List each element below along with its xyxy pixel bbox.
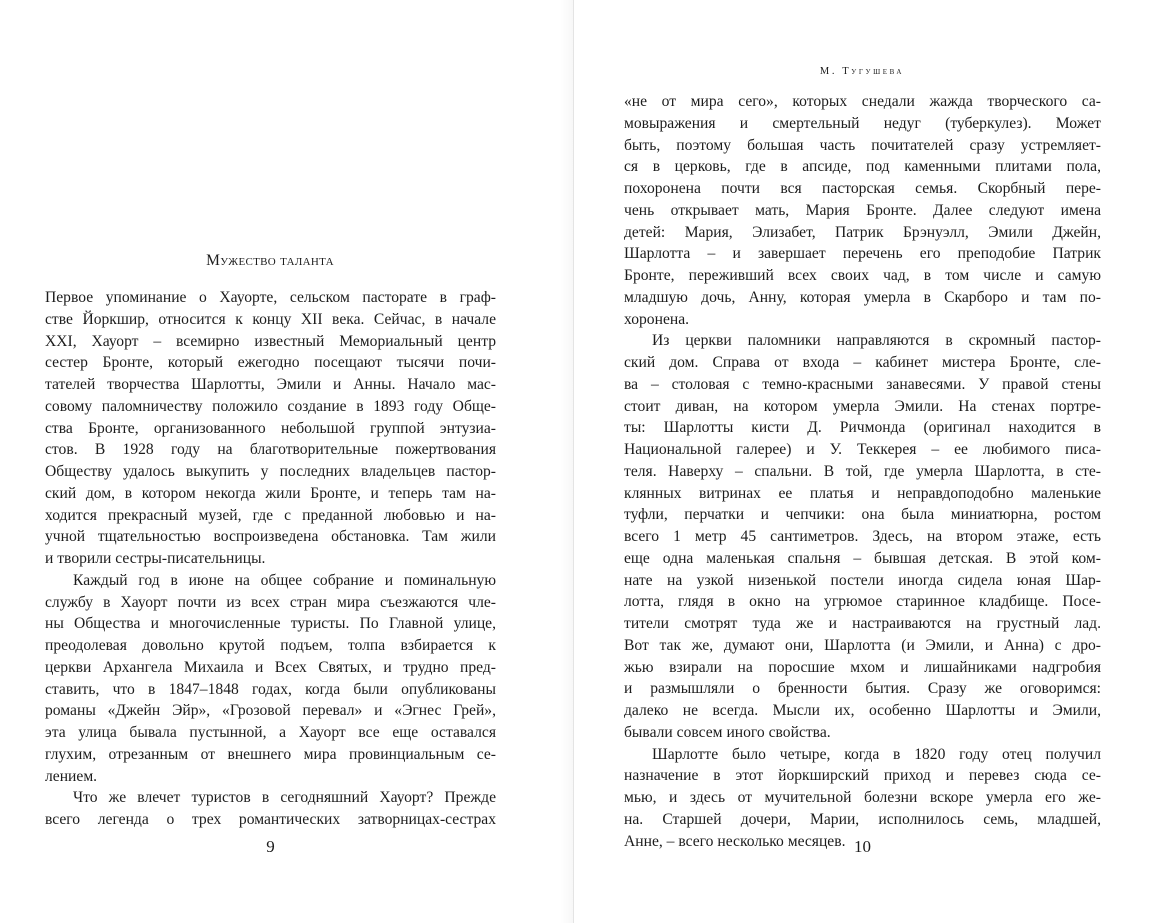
- text-line: ставить, что в 1847–1848 годах, когда были опубликованы: [45, 680, 496, 698]
- text-line: преодолевая довольно крутой подъем, толпа взбирается к: [45, 637, 496, 654]
- text-line: совому паломничеству положило создание в 1893 году Обще-: [45, 397, 496, 415]
- text-line: нате на узкой низенькой постели иногда сидела юная Шар-: [624, 571, 1101, 589]
- text-line: ты: Шарлотты кисти Д. Ричмонда (оригинал находится в: [624, 419, 1101, 437]
- text-line: стов. В 1928 году на благотворительные пожертвования: [45, 441, 496, 459]
- body-text: [624, 91, 1101, 852]
- text-line: теля. Наверху – спальни. В той, где умерла Шарлотта, в сте-: [624, 462, 1101, 480]
- text-line: Первое упоминание о Хауорте, сельском пасторате в граф-: [45, 289, 496, 306]
- text-line: эта улица бывала пустынной, а Хауорт все еще оставался: [45, 724, 496, 741]
- text-line: Каждый год в июне на общее собрание и поминальную: [73, 571, 496, 589]
- text-line: Вот так же, думают они, Шарлотта (и Эмили, и Анна) с дро-: [624, 636, 1101, 654]
- text-line: Шарлотта – и завершает перечень его преподобие Патрик: [624, 245, 1101, 263]
- paragraph: [624, 91, 1101, 330]
- running-head: М. Тугушева: [819, 66, 905, 77]
- text-line: Из церкви паломники направляются в скромный пастор-: [652, 332, 1101, 350]
- text-line: романы «Джейн Эйр», «Грозовой перевал» и «Эгнес Грей»,: [45, 702, 496, 720]
- text-line: ся в церковь, где в апсиде, под каменными плитами пола,: [624, 158, 1101, 176]
- text-line: ский дом. Справа от входа – кабинет мистера Бронте, сле-: [624, 354, 1101, 371]
- text-line: туфли, перчатки и чепчики: она была миниатюрна, ростом: [624, 506, 1101, 524]
- paragraph: [45, 787, 496, 831]
- text-line: ва – столовая с темно-красными занавесями. У правой стены: [624, 375, 1101, 393]
- text-line: быть, поэтому большая часть почитателей сразу устремляет-: [624, 136, 1101, 154]
- text-line: бывали совсем иного свойства.: [624, 723, 831, 741]
- text-line: стве Йоркшир, относится к концу XII века. Сейчас, в начале: [45, 310, 496, 328]
- text-line: Шарлотте было четыре, когда в 1820 году отец получил: [652, 745, 1101, 763]
- right-page: [574, 0, 1150, 923]
- text-line: далеко не всегда. Мысли их, особенно Шарлотты и Эмили,: [624, 702, 1101, 719]
- text-line: еще одна маленькая спальня – бывшая детская. В этой ком-: [624, 549, 1101, 567]
- text-line: мью, и здесь от мучительной болезни вскоре умерла его же-: [624, 789, 1101, 806]
- text-line: учной тщательностью воспроизведена обстановка. Там жили: [45, 528, 496, 546]
- text-line: жью взирали на поросшие мхом и лишайниками надгробия: [624, 658, 1101, 676]
- text-line: ский дом, в котором некогда жили Бронте, и теперь там на-: [45, 484, 496, 502]
- text-line: чень открывает мать, Мария Бронте. Далее следуют имена: [624, 201, 1101, 219]
- text-line: сестер Бронте, который ежегодно посещают тысячи почи-: [45, 354, 496, 372]
- chapter-title: Мужество таланта: [206, 252, 334, 269]
- page-number: 10: [854, 837, 871, 856]
- page-number: 9: [266, 837, 275, 856]
- text-line: стоит диван, на котором умерла Эмили. На стенах портре-: [624, 397, 1101, 415]
- text-line: ходится прекрасный музей, где с преданной любовью и на-: [45, 506, 496, 524]
- text-line: церкви Архангела Михаила и Всех Святых, и трудно пред-: [45, 658, 496, 676]
- text-line: всего 1 метр 45 сантиметров. Здесь, на втором этаже, есть: [624, 528, 1101, 545]
- text-line: лотта, глядя в окно на угрюмое старинное кладбище. Посе-: [624, 593, 1101, 611]
- body-text: [45, 287, 496, 831]
- text-line: Что же влечет туристов в сегодняшний Хауорт? Прежде: [73, 789, 496, 807]
- text-line: Национальной галерее) и У. Теккерея – ее любимого писа-: [624, 441, 1101, 458]
- text-line: младшую дочь, Анну, которая умерла в Скарборо и там по-: [624, 288, 1101, 306]
- text-line: XXI, Хауорт – всемирно известный Мемориальный центр: [45, 332, 496, 350]
- paragraph: [45, 570, 496, 788]
- text-line: глухим, отрезанным от внешнего мира провинциальным се-: [45, 745, 496, 763]
- text-line: на. Старшей дочери, Марии, исполнилось семь, младшей,: [624, 810, 1101, 828]
- text-line: ны Общества и многочисленные туристы. По Главной улице,: [45, 615, 496, 633]
- text-line: тители смотрят туда же и настраиваются на грустный лад.: [624, 615, 1101, 632]
- text-line: Бронте, переживший всех своих чад, в том числе и самую: [624, 267, 1101, 284]
- text-line: и размышляли о бренности бытия. Сразу же оговоримся:: [624, 680, 1101, 698]
- text-line: службу в Хауорт почти из всех стран мира съезжаются чле-: [45, 593, 496, 611]
- text-line: назначение в этот йоркширский приход и перевез сюда се-: [624, 767, 1101, 785]
- text-line: всего легенда о трех романтических затворницах-сестрах: [45, 811, 496, 828]
- text-line: детей: Мария, Элизабет, Патрик Брэнуэлл, Эмили Джейн,: [624, 223, 1101, 241]
- text-line: и творили сестры-писательницы.: [45, 550, 266, 567]
- text-line: тателей творчества Шарлотты, Эмили и Анны. Начало мас-: [45, 376, 496, 393]
- text-line: Анне, – всего несколько месяцев.: [624, 832, 846, 850]
- text-line: клянных витринах ее платья и неправдоподобно маленькие: [624, 484, 1101, 502]
- paragraph: [45, 287, 496, 570]
- text-line: похоронена почти вся пасторская семья. Скорбный пере-: [624, 180, 1101, 197]
- left-page: [0, 0, 573, 923]
- text-line: Обществу удалось выкупить у последних владельцев пастор-: [45, 463, 496, 480]
- paragraph: [624, 330, 1101, 743]
- text-line: хоронена.: [624, 310, 690, 328]
- text-line: ства Бронте, организованного небольшой группой энтузиа-: [45, 419, 496, 437]
- paragraph: [624, 744, 1101, 853]
- text-line: мовыражения и смертельный недуг (туберкулез). Может: [624, 114, 1101, 132]
- text-line: лением.: [45, 767, 98, 785]
- text-line: «не от мира сего», которых снедали жажда творческого са-: [624, 93, 1101, 110]
